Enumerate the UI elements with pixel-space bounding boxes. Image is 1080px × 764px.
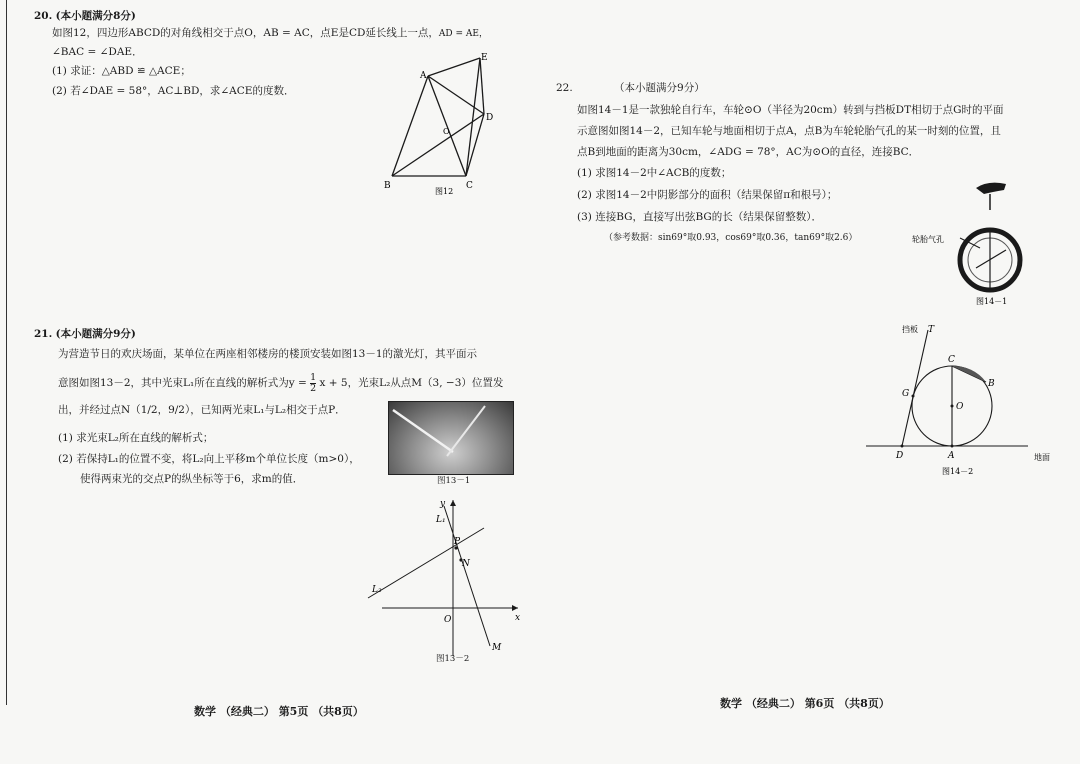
fig12-caption: 图12	[435, 187, 454, 196]
laser-beams	[389, 402, 513, 474]
footer-right-page: 第6页	[804, 697, 835, 710]
q21-item2b: 使得两束光的交点P的纵坐标等于6，求m的值．	[80, 473, 304, 485]
q22-line2: 示意图如图14－2，已知车轮与地面相切于点A，点B为车轮轮胎气孔的某一时刻的位置，且	[577, 125, 1001, 137]
footer-right-subject: 数学	[720, 697, 742, 710]
graph-label-l1: L₁	[436, 515, 446, 525]
q20-item1: (1) 求证：△ABD ≌ △ACE；	[52, 65, 191, 77]
q21-item1: (1) 求光束L₂所在直线的解析式；	[58, 432, 214, 444]
graph-13-2	[360, 496, 530, 664]
board-label: 挡板	[902, 325, 918, 334]
q22-line1: 如图14－1是一款独轮自行车，车轮⊙O（半径为20cm）转到与挡板DT相切于点G时的平面	[577, 104, 1004, 116]
graph-label-y: y	[440, 499, 446, 509]
q20-number: 20.	[34, 10, 53, 22]
graph-caption: 图13－2	[436, 654, 470, 664]
graph-label-p: P	[454, 537, 461, 547]
q21-fraction: $\frac{1}{2}$	[310, 372, 317, 394]
q22-line3: 点B到地面的距离为30cm，∠ADG = 78°，AC为⊙O的直径，连接BC．	[577, 146, 920, 158]
footer-left	[194, 705, 364, 718]
footer-left-total: （共8页）	[312, 705, 364, 718]
q21-heading	[34, 328, 136, 341]
fig14-2-label-g: G	[902, 389, 910, 399]
footer-right-edition: （经典二）	[745, 697, 801, 710]
fig12-label-a: A	[420, 71, 427, 81]
q21-points: (本小题满分9分)	[55, 328, 136, 340]
q22-item1: (1) 求图14－2中∠ACB的度数；	[577, 167, 732, 179]
q20-item2: (2) 若∠DAE = 58°，AC⊥BD，求∠ACE的度数．	[52, 85, 295, 97]
fig12-label-o: O	[443, 127, 450, 136]
q22-reference: （参考数据：sin69°取0.93，cos69°取0.36，tan69°取2.6）	[604, 233, 858, 243]
q20-heading	[34, 10, 136, 23]
figure-14-2	[862, 320, 1072, 480]
unicycle-figure	[910, 176, 1034, 306]
graph-label-m: M	[492, 643, 502, 653]
q22-points: （本小题满分9分）	[614, 82, 705, 94]
q22-number: 22.	[556, 82, 573, 94]
fig14-1-caption: 图14－1	[976, 297, 1008, 306]
footer-left-edition: （经典二）	[219, 705, 275, 718]
footer-left-subject: 数学	[194, 705, 216, 718]
fig14-2-label-t: T	[928, 325, 935, 335]
footer-left-page: 第5页	[278, 705, 309, 718]
fig14-2-label-a: A	[948, 451, 955, 461]
fig12-label-b: B	[384, 181, 391, 191]
q21-item2a: (2) 若保持L₁的位置不变，将L₂向上平移m个单位长度（m>0），	[58, 453, 360, 465]
graph-label-o: O	[444, 615, 452, 625]
q21-line3: 出，并经过点N（1/2，9/2），已知两光束L₁与L₂相交于点P．	[58, 404, 346, 416]
fig12-label-e: E	[481, 53, 488, 63]
figure-12	[380, 48, 500, 198]
fig14-2-label-c: C	[948, 355, 955, 365]
fig12-label-c: C	[466, 181, 473, 191]
fig12-label-d: D	[486, 113, 494, 123]
fig14-2-label-o: O	[956, 402, 964, 412]
graph-label-n: N	[462, 559, 470, 569]
graph-label-l2: L₂	[372, 585, 382, 595]
footer-right	[720, 697, 890, 710]
q22-item2: (2) 求图14－2中阴影部分的面积（结果保留π和根号）；	[577, 189, 838, 201]
fig14-2-label-b: B	[988, 379, 995, 389]
right-page	[540, 0, 1080, 764]
q21-line1: 为营造节日的欢庆场面，某单位在两座相邻楼房的楼顶安装如图13－1的激光灯，其平面示	[58, 348, 478, 360]
laser-photo	[388, 401, 514, 475]
point-n-x: 1/2	[140, 404, 158, 416]
tire-valve-label: 轮胎气孔	[912, 235, 944, 244]
fig14-2-caption: 图14－2	[942, 467, 974, 476]
photo-caption: 图13－1	[437, 476, 471, 486]
ground-label: 地面	[1034, 453, 1050, 462]
footer-right-total: （共8页）	[838, 697, 890, 710]
q20-line1-tail: AD = AE，	[438, 29, 488, 39]
q22-heading	[556, 82, 705, 95]
fig14-2-label-d: D	[896, 451, 904, 461]
q21-line2: 意图如图13－2，其中光束L₁所在直线的解析式为y = $\frac{1}{2}$ x + 5，光束L₂从点M（3, −3）位置发	[58, 372, 504, 394]
point-n-y: 9/2	[168, 404, 185, 416]
q22-item3: (3) 连接BG，直接写出弦BG的长（结果保留整数）．	[577, 211, 823, 223]
graph-label-x: x	[515, 613, 521, 623]
q20-line1: 如图12，四边形ABCD的对角线相交于点O，AB = AC，点E是CD延长线上一点，AD = AE，	[52, 27, 488, 39]
q20-points: (本小题满分8分)	[55, 10, 136, 22]
q21-number: 21.	[34, 328, 53, 340]
q20-line2: ∠BAC = ∠DAE．	[52, 46, 143, 58]
binding-line	[6, 0, 7, 705]
